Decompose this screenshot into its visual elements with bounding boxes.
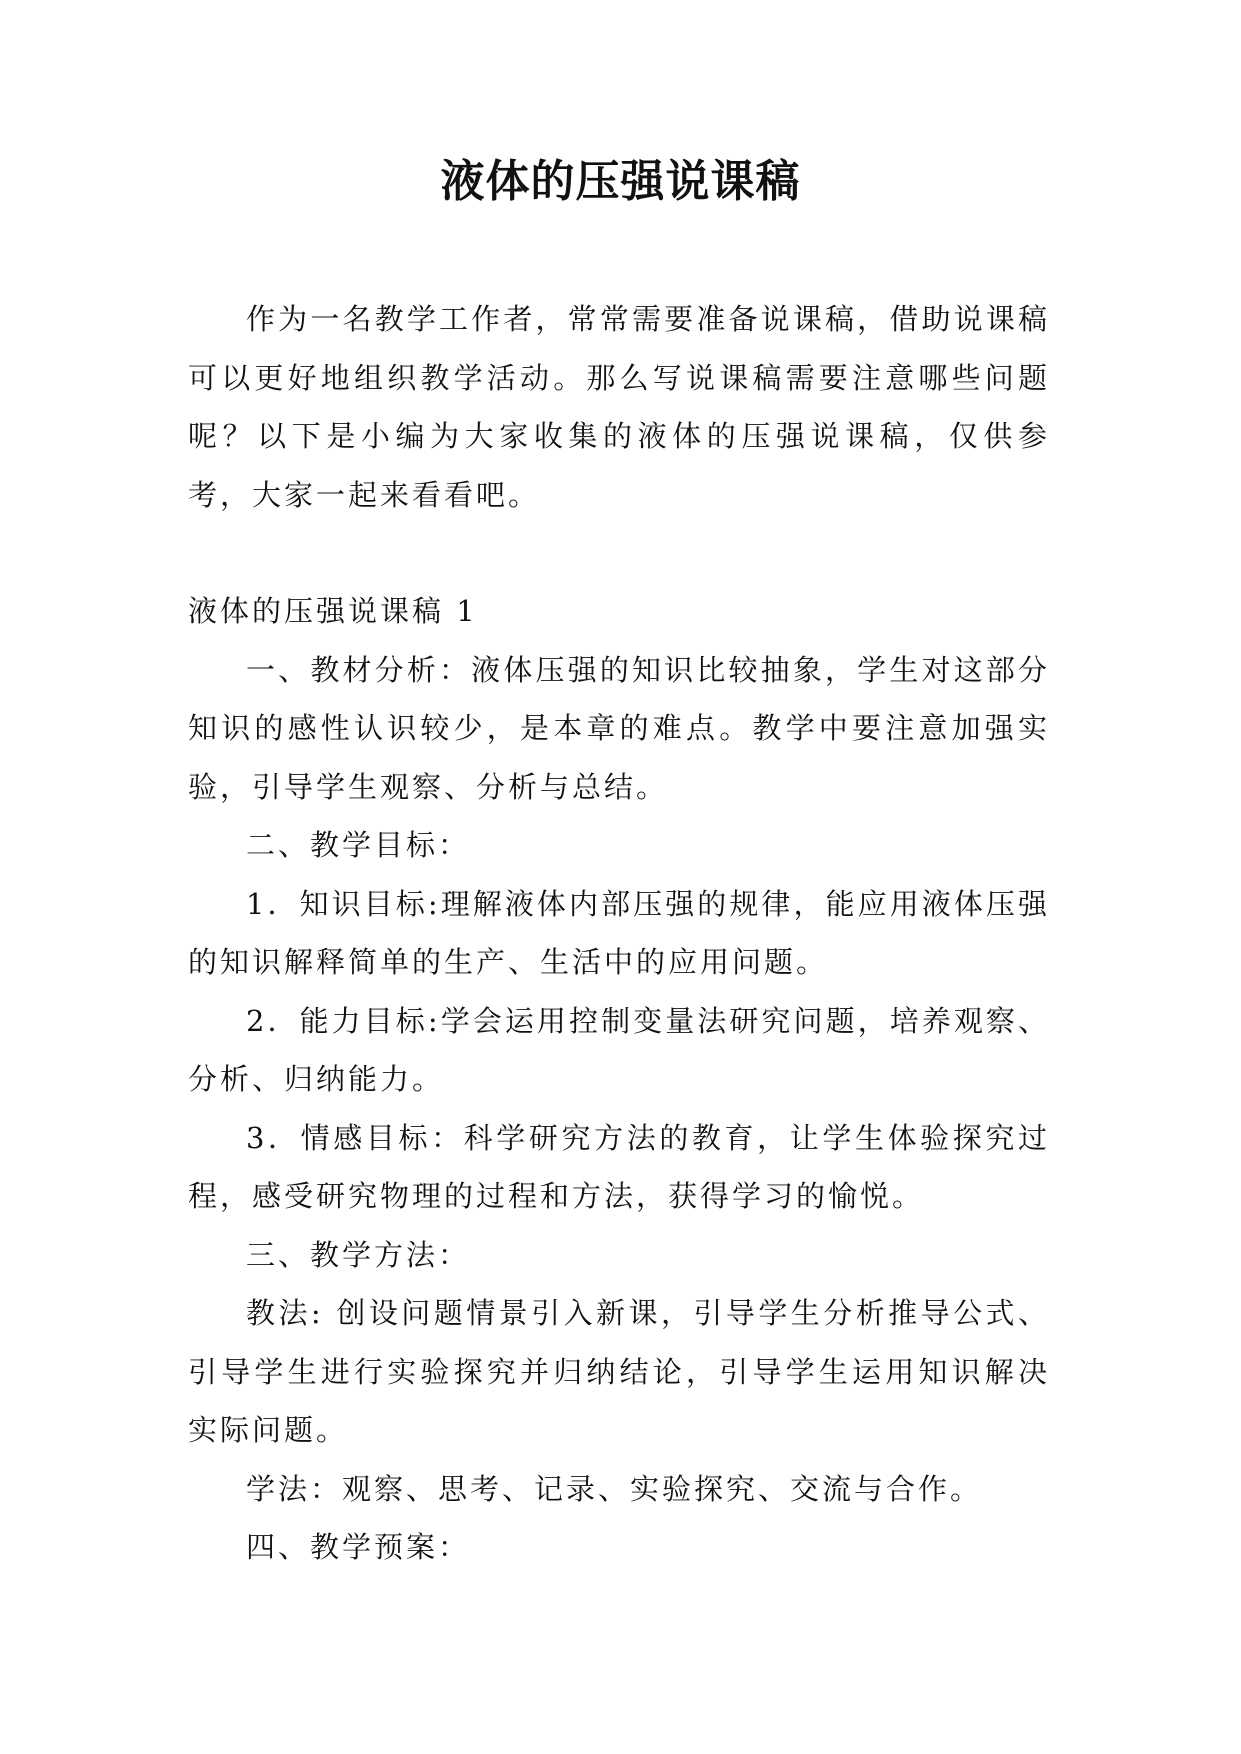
section-heading: 液体的压强说课稿 1 <box>188 594 478 628</box>
paragraph-teaching-goals-heading: 二、教学目标： <box>246 828 471 862</box>
paragraph-emotion-goal: 3．情感目标：科学研究方法的教育，让学生体验探究过程，感受研究物理的过程和方法，获得学习的愉悦。 <box>188 1120 1050 1213</box>
paragraph-teaching-method-heading: 三、教学方法： <box>246 1237 471 1272</box>
paragraph-textbook-analysis: 一、教材分析：液体压强的知识比较抽象，学生对这部分知识的感性认识较少，是本章的难点。教学中要注意加强实验，引导学生观察、分析与总结。 <box>188 652 1050 804</box>
paragraph-ability-goal: 2．能力目标:学会运用控制变量法研究问题，培养观察、分析、归纳能力。 <box>188 1003 1050 1096</box>
paragraph-knowledge-goal: 1．知识目标:理解液体内部压强的规律，能应用液体压强的知识解释简单的生产、生活中的应用问题。 <box>188 886 1050 979</box>
paragraph-gap <box>188 524 1050 582</box>
paragraph-teaching-method: 教法: 创设问题情景引入新课，引导学生分析推导公式、引导学生进行实验探究并归纳结论，引导学生运用知识解决实际问题。 <box>188 1296 1050 1447</box>
document-body <box>188 290 1050 1577</box>
paragraph-teaching-plan-heading: 四、教学预案： <box>246 1530 471 1564</box>
paragraph-learning-method: 学法：观察、思考、记录、实验探究、交流与合作。 <box>246 1471 983 1506</box>
page-title: 液体的压强说课稿 <box>440 156 801 207</box>
intro-paragraph: 作为一名教学工作者，常常需要准备说课稿，借助说课稿可以更好地组织教学活动。那么写说课稿需要注意哪些问题呢？以下是小编为大家收集的液体的压强说课稿，仅供参考，大家一起来看看吧。 <box>188 302 1050 512</box>
